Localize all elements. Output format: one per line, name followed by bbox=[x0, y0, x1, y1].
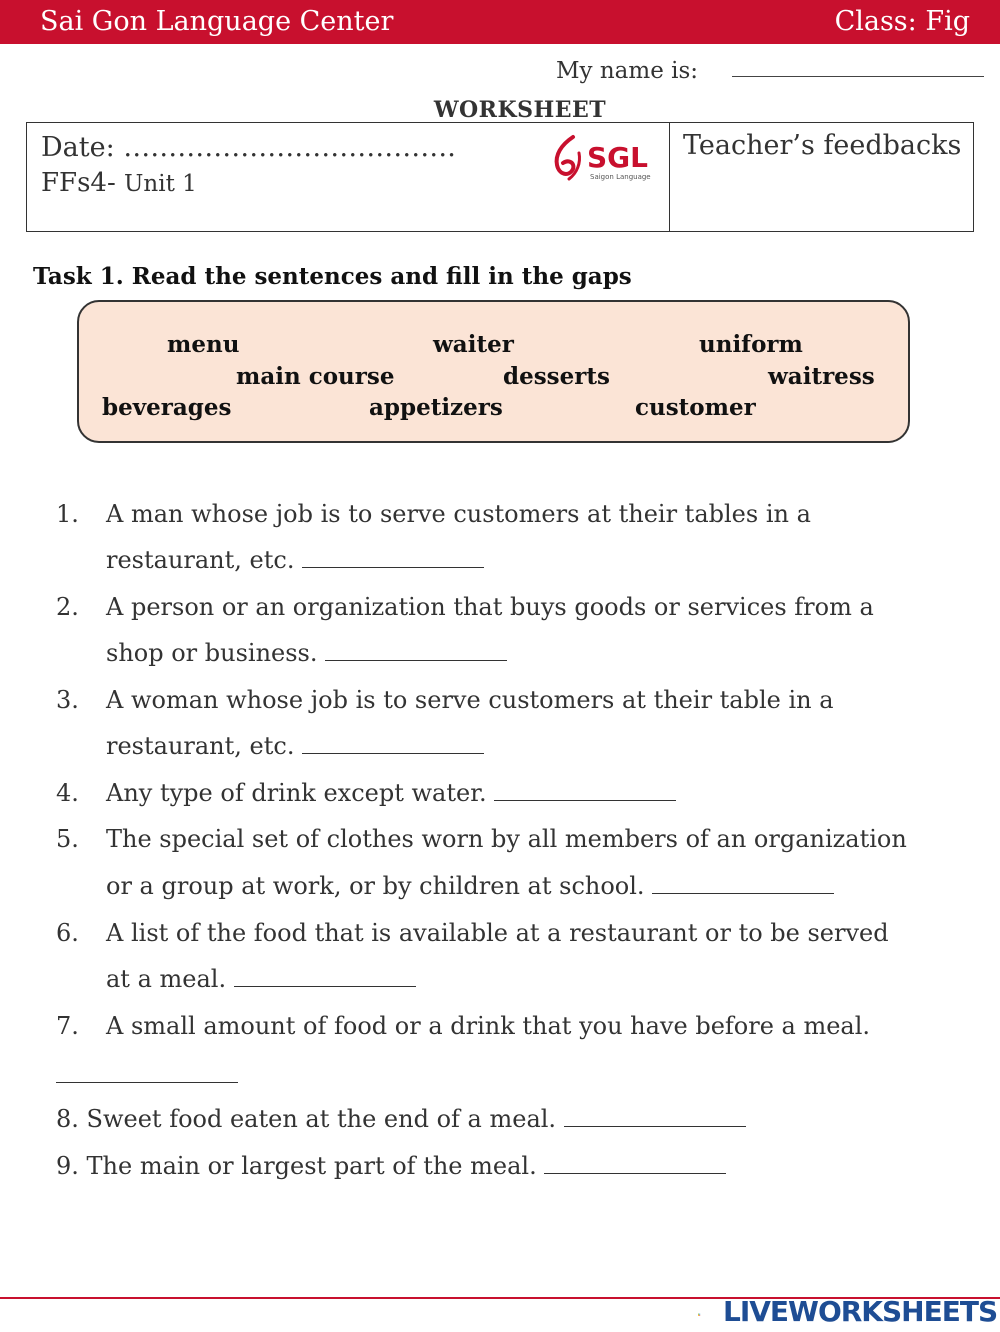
task-title: Task 1. Read the sentences and fill in the gaps bbox=[33, 263, 632, 290]
question-text: A man whose job is to serve customers at their tables in a bbox=[106, 500, 811, 528]
answer-blank[interactable] bbox=[325, 660, 507, 661]
question-text: The special set of clothes worn by all members of an organization bbox=[106, 825, 907, 853]
question-text: Any type of drink except water. bbox=[106, 777, 676, 809]
question-text: A list of the food that is available at a restaurant or to be served bbox=[106, 919, 889, 947]
question-number: 1. bbox=[56, 500, 79, 528]
answer-blank[interactable] bbox=[234, 986, 416, 987]
word-bank-item: beverages bbox=[102, 394, 232, 421]
question-text-cont: shop or business. bbox=[106, 637, 507, 669]
course-code: FFs4- bbox=[41, 168, 116, 198]
question-text: A small amount of food or a drink that you have before a meal. bbox=[106, 1012, 871, 1040]
word-bank-item: customer bbox=[635, 394, 756, 421]
question-text-cont: at a meal. bbox=[106, 963, 416, 995]
liveworksheets-logo-icon bbox=[698, 1302, 724, 1328]
sgl-logo bbox=[547, 133, 657, 185]
name-prompt: My name is: bbox=[556, 58, 699, 84]
question-number: 5. bbox=[56, 825, 79, 853]
class-label: Class: Fig bbox=[834, 6, 970, 37]
worksheet-title: WORKSHEET bbox=[433, 97, 607, 123]
word-bank-item: waiter bbox=[433, 331, 514, 358]
answer-blank[interactable] bbox=[652, 893, 834, 894]
word-bank-item: uniform bbox=[699, 331, 803, 358]
question-text: A woman whose job is to serve customers at their table in a bbox=[106, 686, 834, 714]
date-field[interactable]: Date: ………………………………. bbox=[41, 132, 456, 163]
word-bank-item: waitress bbox=[768, 363, 875, 390]
question-number: 4. bbox=[56, 779, 79, 807]
center-name: Sai Gon Language Center bbox=[40, 6, 394, 37]
unit-label: Unit 1 bbox=[124, 171, 197, 197]
logo-subtext: Saigon Language bbox=[590, 173, 651, 181]
question-text: A person or an organization that buys goods or services from a bbox=[106, 593, 874, 621]
header-bar bbox=[0, 0, 1000, 44]
answer-blank[interactable] bbox=[56, 1082, 238, 1083]
word-bank bbox=[77, 300, 910, 443]
word-bank-item: desserts bbox=[503, 363, 610, 390]
course-unit bbox=[41, 167, 197, 200]
name-field[interactable] bbox=[732, 76, 984, 77]
teacher-feedback-label: Teacher’s feedbacks bbox=[683, 130, 962, 161]
footer-brand[interactable]: LIVEWORKSHEETS bbox=[723, 1295, 998, 1328]
info-box bbox=[26, 122, 974, 232]
word-bank-item: menu bbox=[167, 331, 240, 358]
answer-blank[interactable] bbox=[302, 753, 484, 754]
question-number: 7. bbox=[56, 1012, 79, 1040]
question-number: 2. bbox=[56, 593, 79, 621]
question-text-cont: or a group at work, or by children at school. bbox=[106, 870, 834, 902]
answer-blank[interactable] bbox=[302, 567, 484, 568]
question-number: 3. bbox=[56, 686, 79, 714]
answer-blank[interactable] bbox=[544, 1173, 726, 1174]
question-text-cont: restaurant, etc. bbox=[106, 544, 484, 576]
word-bank-item: appetizers bbox=[369, 394, 503, 421]
question-text: 9. The main or largest part of the meal. bbox=[56, 1150, 726, 1182]
box-divider bbox=[669, 123, 670, 231]
answer-blank[interactable] bbox=[494, 800, 676, 801]
word-bank-item: main course bbox=[236, 363, 395, 390]
logo-text: SGL bbox=[587, 141, 648, 174]
question-text: 8. Sweet food eaten at the end of a meal. bbox=[56, 1103, 746, 1135]
question-text-cont: restaurant, etc. bbox=[106, 730, 484, 762]
answer-blank[interactable] bbox=[564, 1126, 746, 1127]
question-number: 6. bbox=[56, 919, 79, 947]
